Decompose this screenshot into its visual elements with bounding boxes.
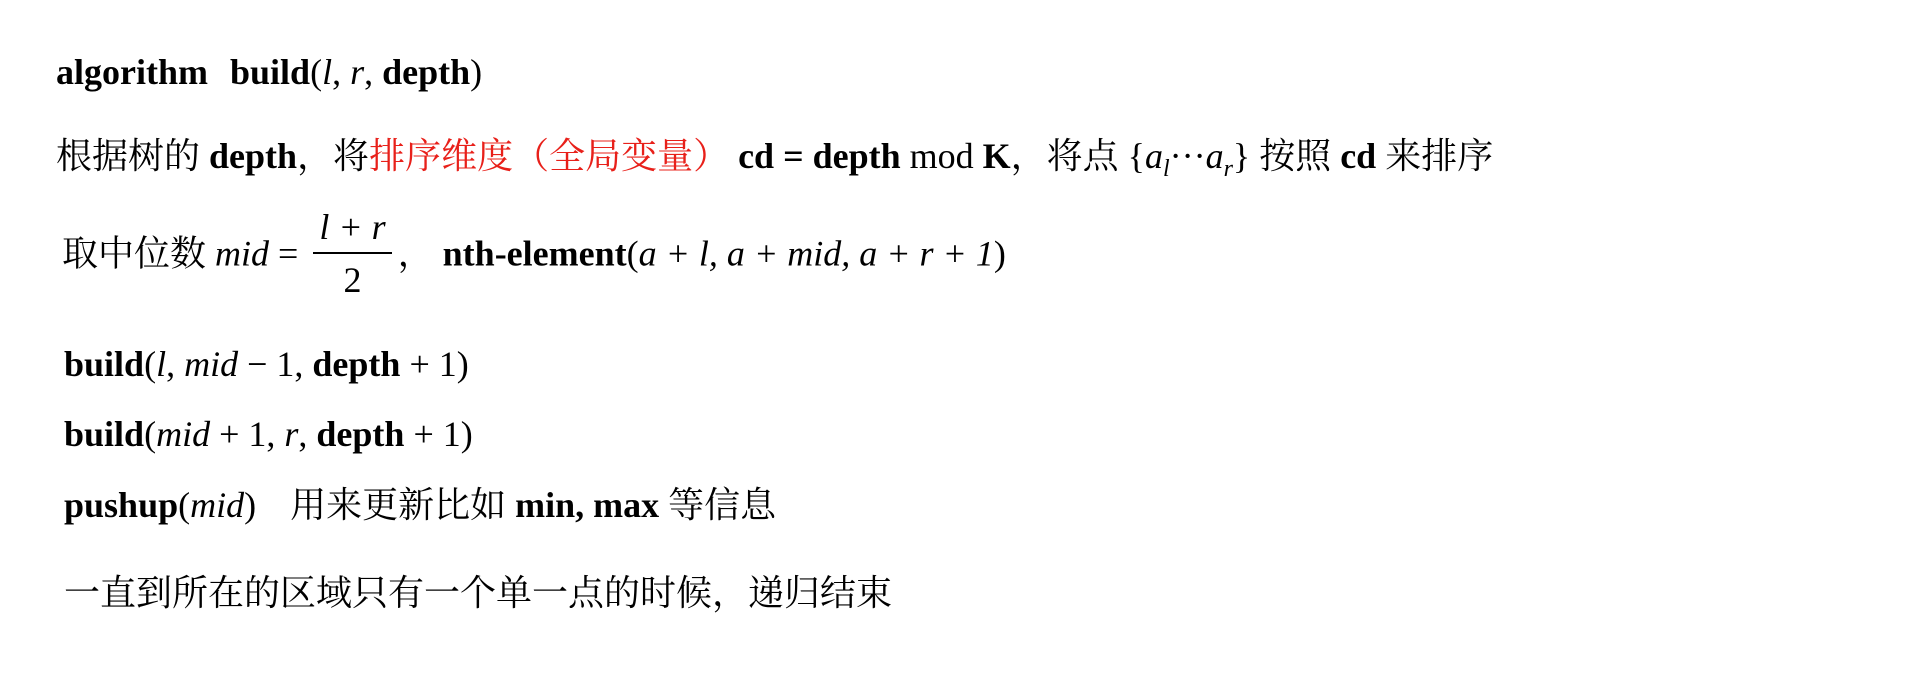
param-r: r (350, 52, 365, 92)
highlighted-sort-dimension: 排序维度（全局变量） (369, 136, 730, 176)
median-step: 取中位数 mid = $\frac{l + r}{2}$ ， nth-element(a + l, a + mid, a + r + 1) (62, 207, 1006, 300)
median-fraction (313, 206, 391, 300)
param-depth: depth (382, 52, 471, 92)
mid-variable: mid (215, 233, 270, 274)
sort-dimension-step: 根据树的 depth，将排序维度（全局变量） cd = depth mod K，将点 $\{a_l\cdot\cdot\cdot a_r\}$ 按照 cd 来排序 (56, 136, 1494, 182)
pushup-call: pushup(mid) 用来更新比如 min, max 等信息 (64, 485, 777, 525)
algorithm-keyword: algorithm (56, 52, 208, 92)
fraction-numerator: l + r (313, 206, 391, 254)
algorithm-signature: algorithm build(l, r, depth) (56, 52, 483, 92)
build-function-name: build (229, 52, 311, 92)
build-right-call: build(mid + 1, r, depth + 1) (64, 414, 473, 454)
nth-element-args: a + l, a + mid, a + r + 1 (638, 233, 994, 274)
cd-variable: cd (738, 136, 775, 176)
fraction-denominator: 2 (343, 260, 362, 300)
nth-element-function: nth-element (442, 233, 627, 274)
build-left-call: build(l, mid − 1, depth + 1) (64, 344, 469, 384)
recursion-end-note: 一直到所在的区域只有一个单一点的时候，递归结束 (64, 573, 893, 613)
param-l: l (322, 52, 333, 92)
k-dimension: K (982, 136, 1011, 176)
